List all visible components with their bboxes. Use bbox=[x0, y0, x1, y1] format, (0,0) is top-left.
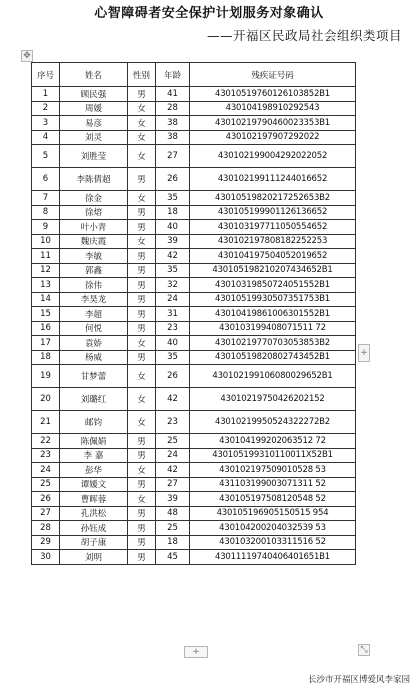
cell-name: 刘璐红 bbox=[60, 388, 128, 411]
cell-id: 430102197907292022 bbox=[190, 130, 356, 145]
organization-footer: 长沙市开福区博爱风李家园 bbox=[307, 675, 410, 685]
cell-age: 42 bbox=[156, 463, 190, 478]
cell-name: 周媛 bbox=[60, 101, 128, 116]
table-row bbox=[32, 168, 356, 191]
table-row bbox=[32, 234, 356, 249]
cell-name: 郭鑫 bbox=[60, 263, 128, 278]
cell-age: 41 bbox=[156, 87, 190, 102]
cell-gender: 男 bbox=[128, 263, 156, 278]
cell-gender: 男 bbox=[128, 506, 156, 521]
cell-age: 40 bbox=[156, 220, 190, 235]
cell-index: 12 bbox=[32, 263, 60, 278]
cell-name: 袁娇 bbox=[60, 336, 128, 351]
cell-index: 17 bbox=[32, 336, 60, 351]
cell-gender: 女 bbox=[128, 411, 156, 434]
cell-id: 43010519820802743452B1 bbox=[190, 350, 356, 365]
cell-id: 43010219750426202152 bbox=[190, 388, 356, 411]
cell-gender: 女 bbox=[128, 365, 156, 388]
table-row bbox=[32, 550, 356, 565]
cell-gender: 男 bbox=[128, 550, 156, 565]
cell-id: 43010219770703053853B2 bbox=[190, 336, 356, 351]
table-row bbox=[32, 336, 356, 351]
cell-gender: 男 bbox=[128, 535, 156, 550]
roster-table bbox=[31, 62, 356, 565]
cell-id: 430102197509010528 53 bbox=[190, 463, 356, 478]
cell-age: 42 bbox=[156, 249, 190, 264]
table-row bbox=[32, 292, 356, 307]
cell-index: 28 bbox=[32, 521, 60, 536]
cell-index: 9 bbox=[32, 220, 60, 235]
cell-name: 刘明 bbox=[60, 550, 128, 565]
cell-age: 28 bbox=[156, 101, 190, 116]
cell-index: 4 bbox=[32, 130, 60, 145]
cell-age: 32 bbox=[156, 278, 190, 293]
cell-age: 48 bbox=[156, 506, 190, 521]
cell-age: 40 bbox=[156, 336, 190, 351]
table-row bbox=[32, 101, 356, 116]
cell-id: 430105198210207434652B1 bbox=[190, 263, 356, 278]
cell-gender: 男 bbox=[128, 521, 156, 536]
cell-name: 刘灵 bbox=[60, 130, 128, 145]
cell-index: 2 bbox=[32, 101, 60, 116]
cell-index: 30 bbox=[32, 550, 60, 565]
cell-gender: 男 bbox=[128, 434, 156, 449]
cell-name: 李陈倩超 bbox=[60, 168, 128, 191]
cell-gender: 男 bbox=[128, 448, 156, 463]
table-row bbox=[32, 220, 356, 235]
cell-index: 15 bbox=[32, 307, 60, 322]
add-row-button[interactable]: + bbox=[184, 646, 208, 658]
cell-age: 26 bbox=[156, 365, 190, 388]
header-cell-age: 年龄 bbox=[156, 63, 190, 87]
cell-gender: 女 bbox=[128, 463, 156, 478]
table-row bbox=[32, 535, 356, 550]
cell-gender: 男 bbox=[128, 292, 156, 307]
cell-id: 43010219950524322272B2 bbox=[190, 411, 356, 434]
table-row bbox=[32, 365, 356, 388]
cell-age: 27 bbox=[156, 477, 190, 492]
cell-index: 14 bbox=[32, 292, 60, 307]
cell-gender: 男 bbox=[128, 321, 156, 336]
cell-name: 李敏 bbox=[60, 249, 128, 264]
document-title: 心智障碍者安全保护计划服务对象确认 bbox=[94, 6, 324, 21]
cell-age: 18 bbox=[156, 205, 190, 220]
cell-name: 彭华 bbox=[60, 463, 128, 478]
cell-id: 43010219790460023353B1 bbox=[190, 116, 356, 131]
cell-index: 29 bbox=[32, 535, 60, 550]
cell-gender: 女 bbox=[128, 191, 156, 206]
cell-name: 刘胜莹 bbox=[60, 145, 128, 168]
cell-index: 5 bbox=[32, 145, 60, 168]
table-row bbox=[32, 191, 356, 206]
table-row bbox=[32, 87, 356, 102]
table-row bbox=[32, 263, 356, 278]
cell-id: 430105199310110011X52B1 bbox=[190, 448, 356, 463]
cell-age: 38 bbox=[156, 116, 190, 131]
table-row bbox=[32, 506, 356, 521]
table-row bbox=[32, 477, 356, 492]
cell-index: 8 bbox=[32, 205, 60, 220]
cell-index: 21 bbox=[32, 411, 60, 434]
table-row bbox=[32, 321, 356, 336]
cell-age: 24 bbox=[156, 292, 190, 307]
cell-index: 11 bbox=[32, 249, 60, 264]
cell-age: 26 bbox=[156, 168, 190, 191]
cell-index: 26 bbox=[32, 492, 60, 507]
table-row bbox=[32, 205, 356, 220]
cell-id: 430105196905150515 954 bbox=[190, 506, 356, 521]
table-row bbox=[32, 411, 356, 434]
table-row bbox=[32, 463, 356, 478]
cell-id: 430105199901126136652 bbox=[190, 205, 356, 220]
cell-id: 43010319850724051552B1 bbox=[190, 278, 356, 293]
cell-age: 24 bbox=[156, 448, 190, 463]
cell-index: 3 bbox=[32, 116, 60, 131]
cell-gender: 女 bbox=[128, 101, 156, 116]
table-row bbox=[32, 388, 356, 411]
cell-index: 16 bbox=[32, 321, 60, 336]
cell-gender: 男 bbox=[128, 168, 156, 191]
cell-id: 43011119740406401651B1 bbox=[190, 550, 356, 565]
table-resize-handle[interactable]: ⤡ bbox=[358, 644, 370, 656]
cell-id: 430104199202063512 72 bbox=[190, 434, 356, 449]
cell-age: 25 bbox=[156, 521, 190, 536]
table-row bbox=[32, 130, 356, 145]
table-row bbox=[32, 307, 356, 322]
cell-id: 43010419861006301552B1 bbox=[190, 307, 356, 322]
cell-age: 35 bbox=[156, 350, 190, 365]
cell-gender: 女 bbox=[128, 492, 156, 507]
cell-index: 23 bbox=[32, 448, 60, 463]
cell-gender: 女 bbox=[128, 116, 156, 131]
cell-name: 顾民强 bbox=[60, 87, 128, 102]
cell-name: 李昊龙 bbox=[60, 292, 128, 307]
cell-gender: 男 bbox=[128, 220, 156, 235]
cell-gender: 女 bbox=[128, 130, 156, 145]
table-row bbox=[32, 278, 356, 293]
cell-id: 43010519820217252653B2 bbox=[190, 191, 356, 206]
cell-age: 39 bbox=[156, 492, 190, 507]
cell-name: 易彦 bbox=[60, 116, 128, 131]
cell-age: 35 bbox=[156, 191, 190, 206]
cell-name: 李超 bbox=[60, 307, 128, 322]
table-row bbox=[32, 249, 356, 264]
cell-index: 24 bbox=[32, 463, 60, 478]
header-cell-id: 残疾证号码 bbox=[190, 63, 356, 87]
table-row bbox=[32, 492, 356, 507]
cell-id: 430103199408071511 72 bbox=[190, 321, 356, 336]
cell-id: 431103199003071311 52 bbox=[190, 477, 356, 492]
cell-id: 430102199111244016652 bbox=[190, 168, 356, 191]
table-row bbox=[32, 350, 356, 365]
cell-name: 徐金 bbox=[60, 191, 128, 206]
cell-name: 胡子康 bbox=[60, 535, 128, 550]
cell-gender: 女 bbox=[128, 388, 156, 411]
cell-id: 43010519760126103852B1 bbox=[190, 87, 356, 102]
cell-name: 叶小青 bbox=[60, 220, 128, 235]
cell-name: 徐熔 bbox=[60, 205, 128, 220]
cell-gender: 男 bbox=[128, 477, 156, 492]
cell-gender: 男 bbox=[128, 87, 156, 102]
table-header-row bbox=[32, 63, 356, 87]
table-row bbox=[32, 145, 356, 168]
cell-name: 杨威 bbox=[60, 350, 128, 365]
cell-index: 22 bbox=[32, 434, 60, 449]
cell-name: 魏庆霞 bbox=[60, 234, 128, 249]
cell-index: 13 bbox=[32, 278, 60, 293]
cell-index: 18 bbox=[32, 350, 60, 365]
cell-index: 6 bbox=[32, 168, 60, 191]
cell-id: 430104200204032539 53 bbox=[190, 521, 356, 536]
cell-name: 谭媛文 bbox=[60, 477, 128, 492]
cell-name: 陈佩娟 bbox=[60, 434, 128, 449]
cell-age: 45 bbox=[156, 550, 190, 565]
table-move-handle[interactable]: ✥ bbox=[21, 50, 33, 62]
cell-id: 430103197711050554652 bbox=[190, 220, 356, 235]
cell-age: 23 bbox=[156, 411, 190, 434]
header-cell-name: 姓名 bbox=[60, 63, 128, 87]
table-row bbox=[32, 434, 356, 449]
cell-name: 孔洪松 bbox=[60, 506, 128, 521]
table-row bbox=[32, 521, 356, 536]
cell-gender: 男 bbox=[128, 350, 156, 365]
table-row bbox=[32, 116, 356, 131]
cell-age: 18 bbox=[156, 535, 190, 550]
cell-index: 1 bbox=[32, 87, 60, 102]
cell-age: 27 bbox=[156, 145, 190, 168]
cell-id: 430102197808182252253 bbox=[190, 234, 356, 249]
cell-age: 38 bbox=[156, 130, 190, 145]
cell-name: 曹晖蓉 bbox=[60, 492, 128, 507]
cell-index: 20 bbox=[32, 388, 60, 411]
cell-id: 430104198910292543 bbox=[190, 101, 356, 116]
cell-name: 孙钰成 bbox=[60, 521, 128, 536]
header-cell-index: 序号 bbox=[32, 63, 60, 87]
cell-index: 27 bbox=[32, 506, 60, 521]
cell-name: 李 嘉 bbox=[60, 448, 128, 463]
cell-name: 甘梦蕾 bbox=[60, 365, 128, 388]
cell-age: 39 bbox=[156, 234, 190, 249]
cell-gender: 男 bbox=[128, 278, 156, 293]
cell-gender: 男 bbox=[128, 249, 156, 264]
cell-index: 7 bbox=[32, 191, 60, 206]
cell-id: 430102199004292022052 bbox=[190, 145, 356, 168]
cell-name: 徐伟 bbox=[60, 278, 128, 293]
cell-id: 430105197508120548 52 bbox=[190, 492, 356, 507]
cell-gender: 女 bbox=[128, 336, 156, 351]
cell-index: 19 bbox=[32, 365, 60, 388]
cell-age: 35 bbox=[156, 263, 190, 278]
add-column-handle[interactable]: + bbox=[358, 344, 370, 362]
cell-id: 430104197504052019652 bbox=[190, 249, 356, 264]
cell-gender: 女 bbox=[128, 145, 156, 168]
cell-index: 10 bbox=[32, 234, 60, 249]
table-row bbox=[32, 448, 356, 463]
cell-age: 31 bbox=[156, 307, 190, 322]
cell-id: 430102199106080029652B1 bbox=[190, 365, 356, 388]
cell-id: 430103200103311516 52 bbox=[190, 535, 356, 550]
cell-gender: 女 bbox=[128, 234, 156, 249]
cell-name: 何悦 bbox=[60, 321, 128, 336]
document-subtitle: ——开福区民政局社会组织类项目 bbox=[206, 28, 402, 43]
cell-name: 邮钧 bbox=[60, 411, 128, 434]
cell-age: 42 bbox=[156, 388, 190, 411]
header-cell-gender: 性别 bbox=[128, 63, 156, 87]
cell-age: 23 bbox=[156, 321, 190, 336]
cell-index: 25 bbox=[32, 477, 60, 492]
cell-age: 25 bbox=[156, 434, 190, 449]
cell-id: 43010519930507351753B1 bbox=[190, 292, 356, 307]
cell-gender: 男 bbox=[128, 205, 156, 220]
cell-gender: 男 bbox=[128, 307, 156, 322]
